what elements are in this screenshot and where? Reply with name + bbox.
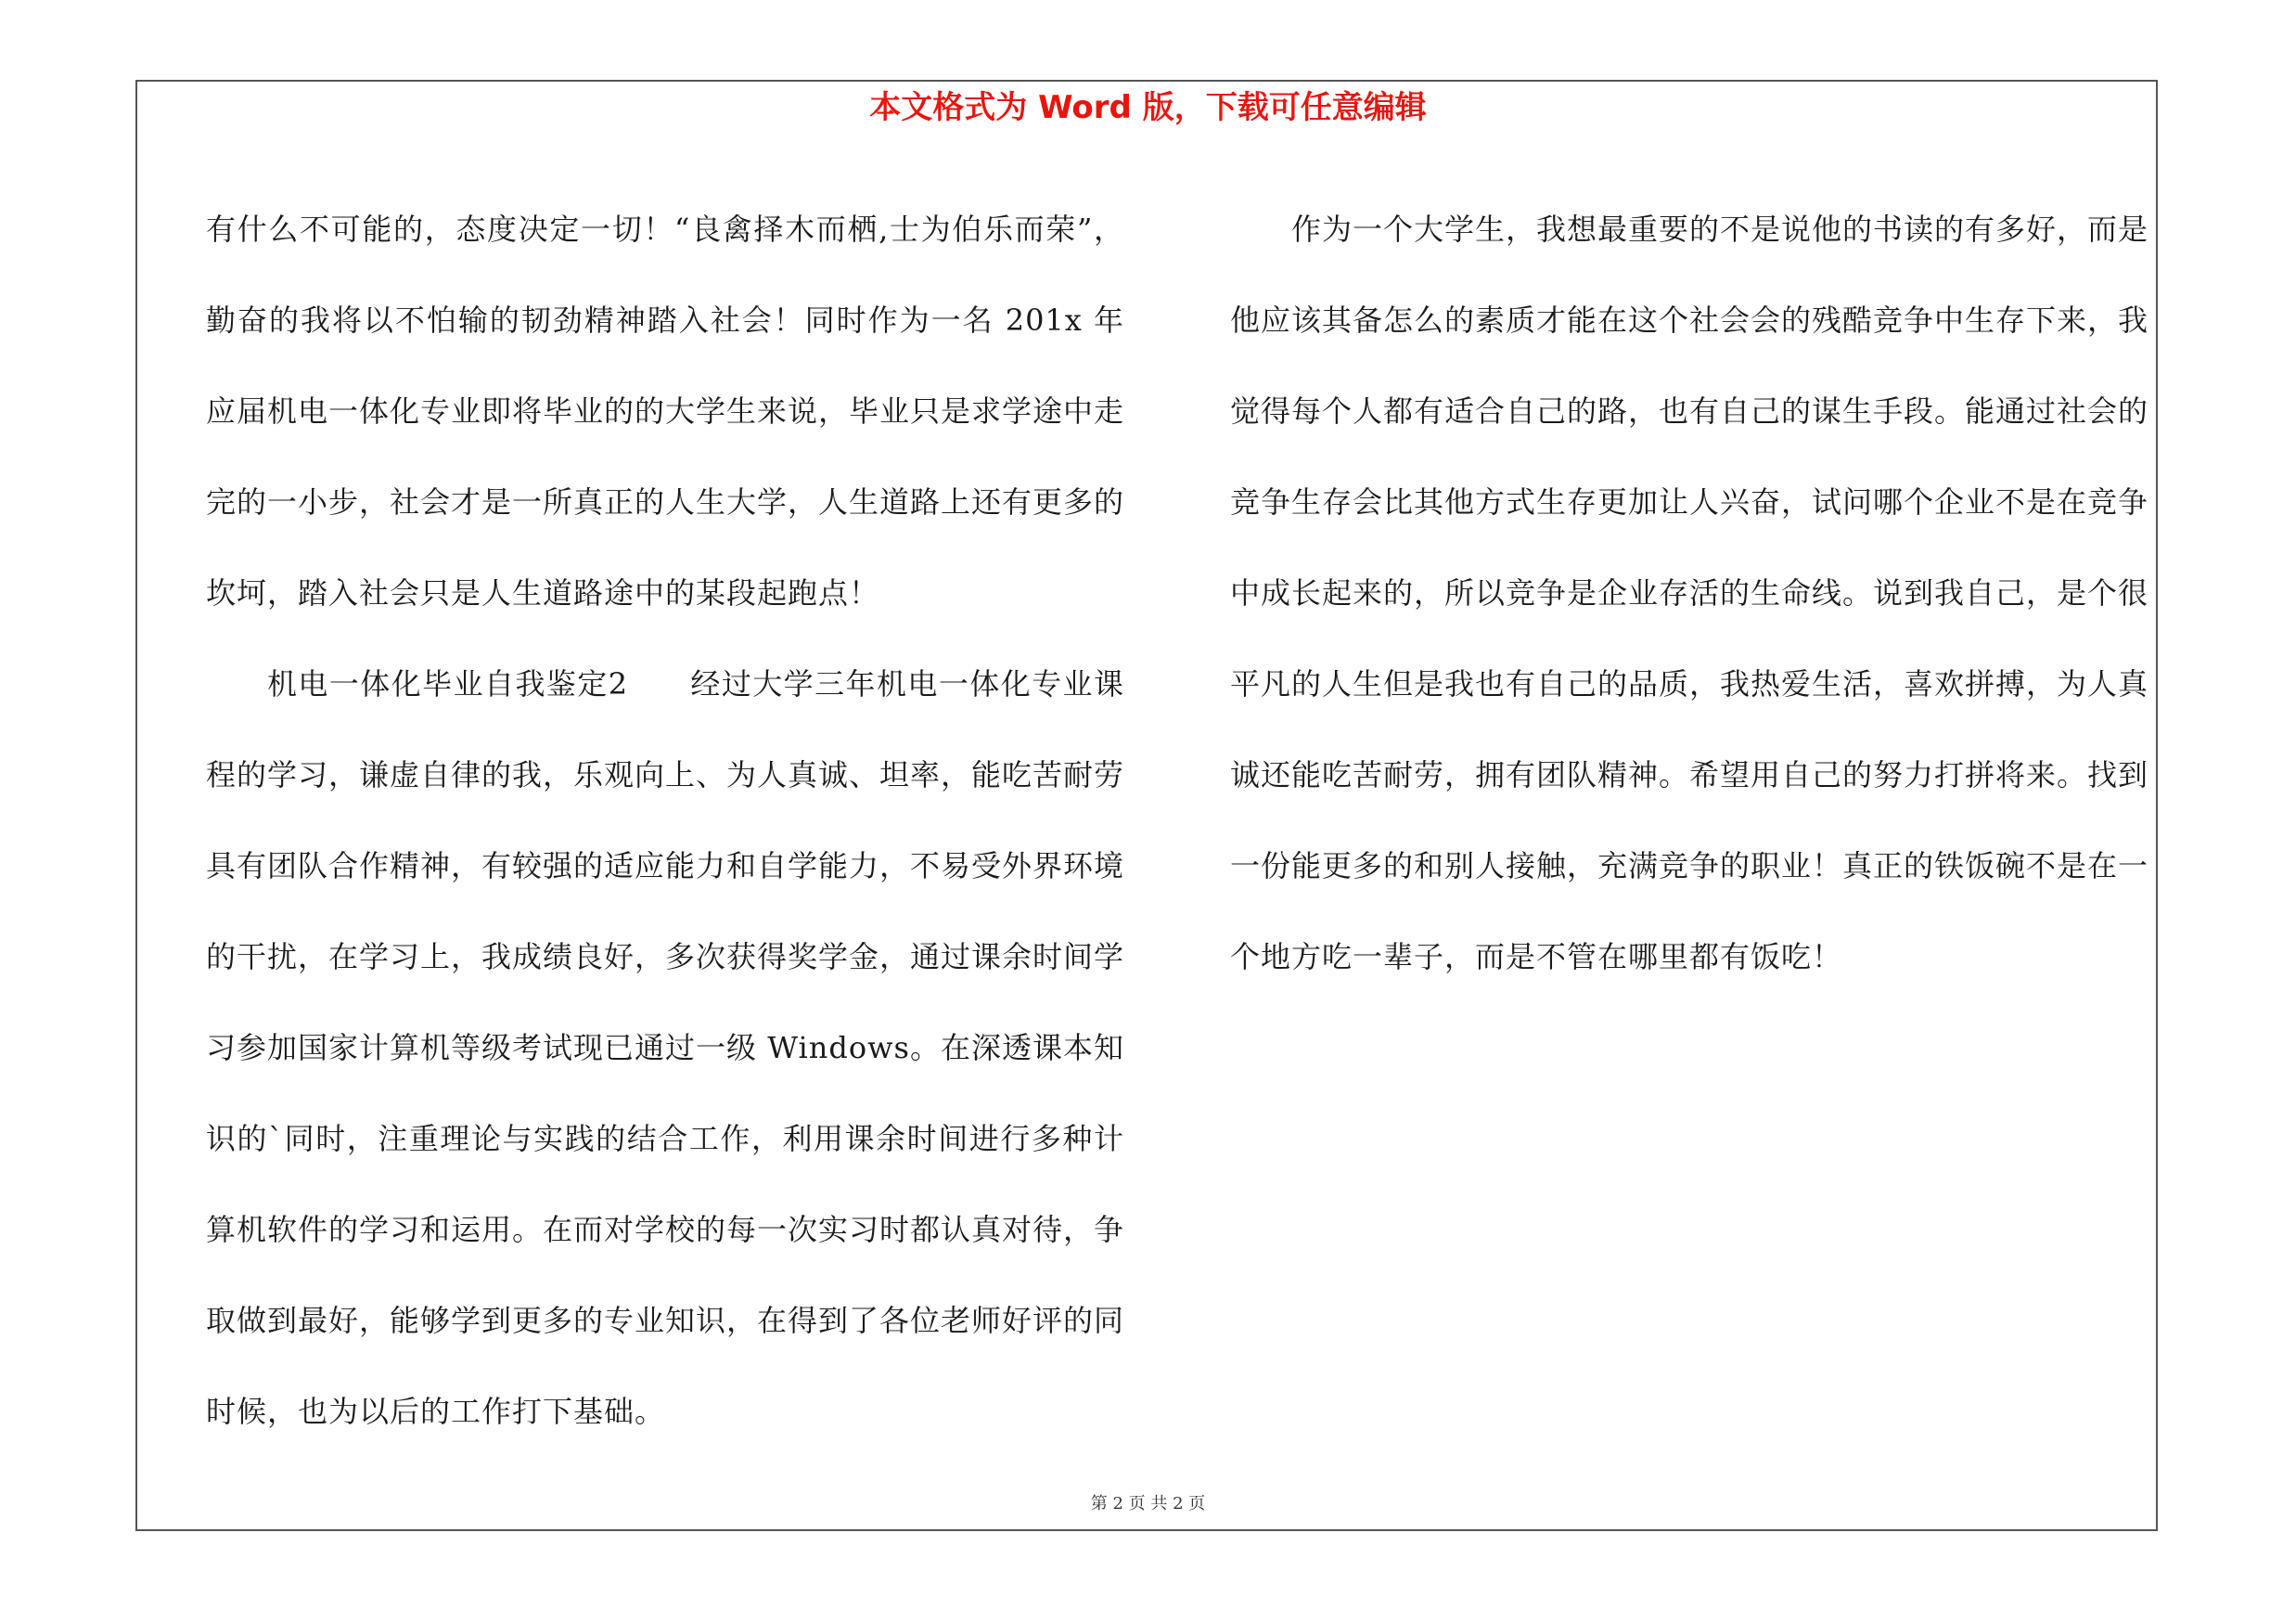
right-paragraph-1: 作为一个大学生，我想最重要的不是说他的书读的有多好，而是他应该其备怎么的素质才能在这个社会会的残酷竞争中生存下来，我觉得每个人都有适合自己的路，也有自己的谋生手段。能通过社会的竞争生存会比其他方式生存更加让人兴奋，试问哪个企业不是在竞争中成长起来的，所以竞争是企业存活的生命线。说到我自己，是个很平凡的人生但是我也有自己的品质，我热爱生活，喜欢拼搏，为人真诚还能吃苦耐劳，拥有团队精神。希望用自己的努力打拼将来。找到一份能更多的和别人接触，充满竞争的职业！真正的铁饭碗不是在一个地方吃一辈子，而是不管在哪里都有饭吃！: [1230, 212, 2149, 974]
format-banner: 本文格式为 Word 版，下载可任意编辑: [869, 89, 1427, 126]
left-column: [206, 184, 1124, 1457]
right-column: [1230, 184, 2148, 1002]
left-paragraph-1: 有什么不可能的，态度决定一切！“良禽择木而栖,士为伯乐而荣”，勤奋的我将以不怕输的韧劲精神踏入社会！同时作为一名 201x 年应届机电一体化专业即将毕业的的大学生来说，毕业只是求学途中走完的一小步，社会才是一所真正的人生大学，人生道路上还有更多的坎坷，踏入社会只是人生道路途中的某段起跑点！: [206, 212, 1125, 611]
page-number: 第 2 页 共 2 页: [1090, 1494, 1206, 1514]
left-paragraph-2: 机电一体化毕业自我鉴定2 经过大学三年机电一体化专业课程的学习，谦虚自律的我，乐观向上、为人真诚、坦率，能吃苦耐劳具有团队合作精神，有较强的适应能力和自学能力，不易受外界环境的干扰，在学习上，我成绩良好，多次获得奖学金，通过课余时间学习参加国家计算机等级考试现已通过一级 Windows。在深透课本知识的`同时，注重理论与实践的结合工作，利用课余时间进行多种计算机软件的学习和运用。在而对学校的每一次实习时都认真对待，争取做到最好，能够学到更多的专业知识，在得到了各位老师好评的同时候，也为以后的工作打下基础。: [206, 666, 1125, 1429]
